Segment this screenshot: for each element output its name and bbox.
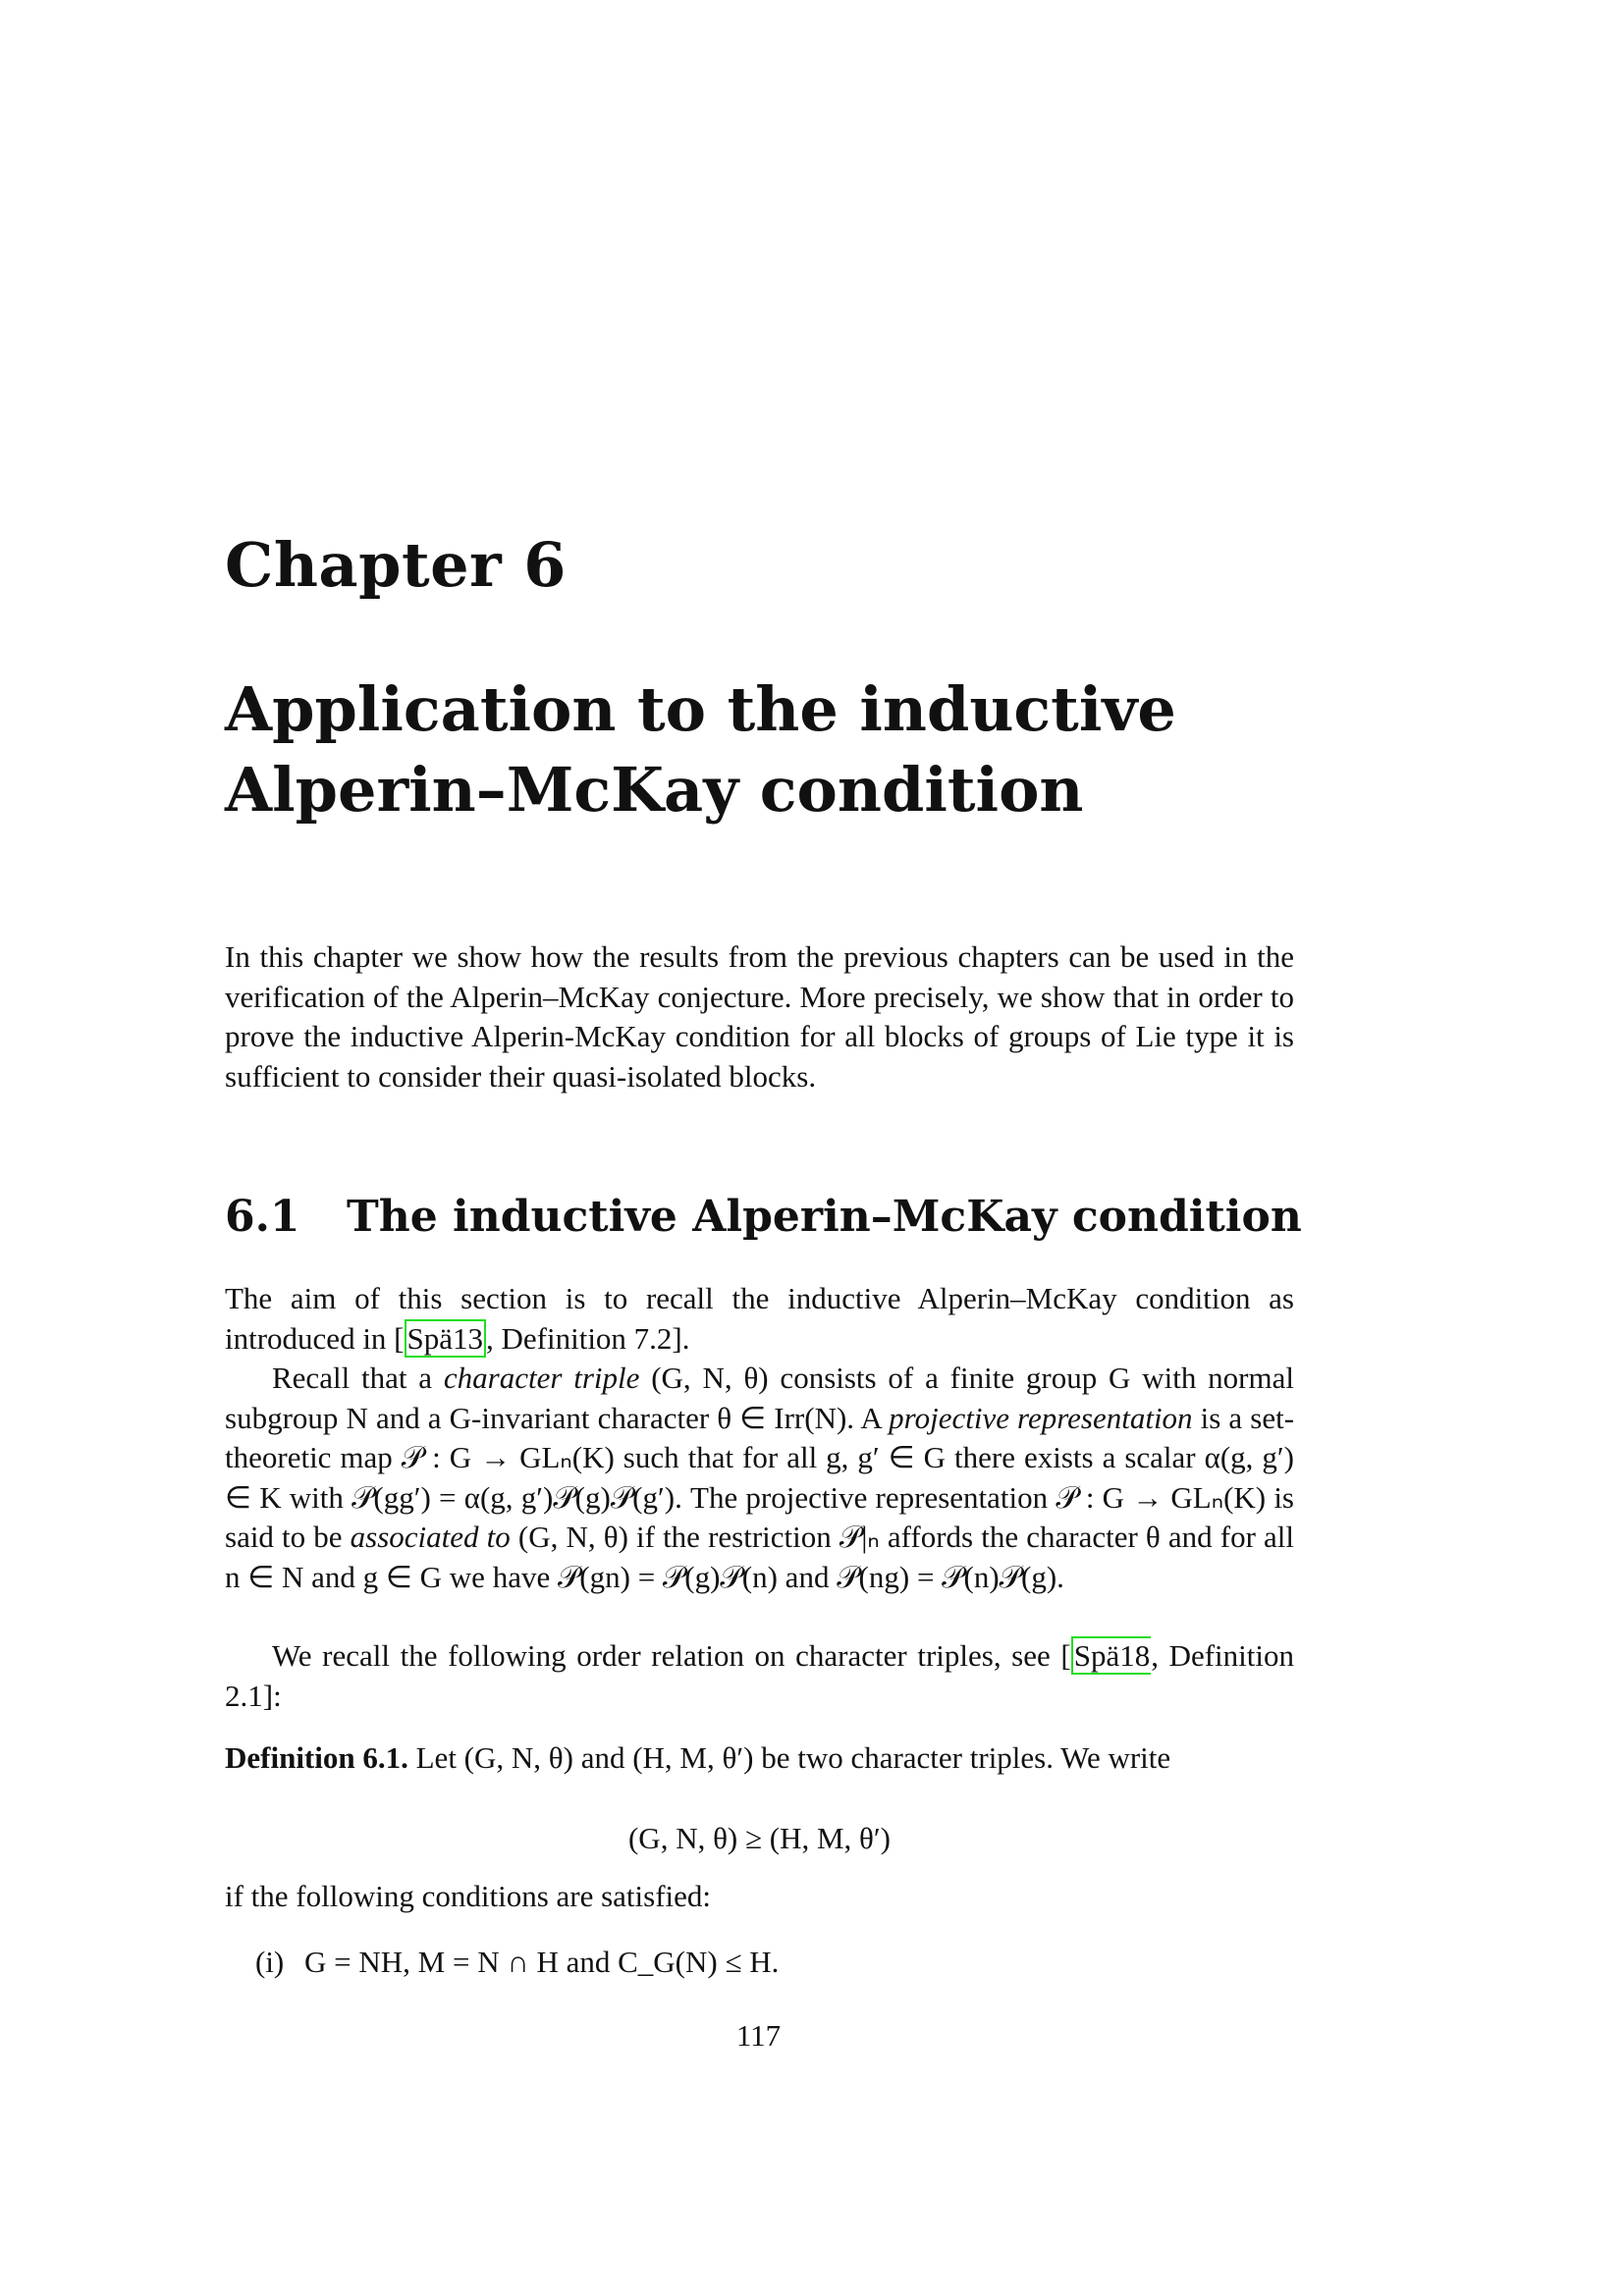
chapter-label: Chapter 6 — [225, 529, 567, 601]
para2-t3: is a set-theoretic map 𝒫 : G → GLₙ(K) such that for all g, g′ ∈ G there exists a scalar α(g, g′) ∈ K with 𝒫(gg′) = α(g, g′)𝒫(g)𝒫(g′). The projective representation 𝒫 : G → GLₙ(K) is said to be — [225, 1400, 1295, 1554]
condition-text: G = NH, M = N ∩ H and C_G(N) ≤ H. — [304, 1945, 780, 1979]
condition-item — [255, 1943, 1294, 1982]
display-equation: (G, N, θ) ≥ (H, M, θ′) — [627, 1821, 891, 1855]
definition-conditions-intro: if the following conditions are satisfied: — [225, 1879, 712, 1913]
condition-tag: (i) — [255, 1945, 285, 1979]
para3-text-a: We recall the following order relation on character triples, see [ — [272, 1638, 1071, 1673]
chapter-title-line-2: Alperin–McKay condition — [225, 754, 1084, 826]
para1-text-b: , Definition 7.2]. — [486, 1320, 690, 1356]
para3-text-b: , Definition 2.1]: — [225, 1638, 1294, 1713]
para2-t4: (G, N, θ) if the restriction 𝒫|ₙ affords the character θ and for all n ∈ N and g ∈ G we have 𝒫(gn) = 𝒫(g)𝒫(n) and 𝒫(ng) = 𝒫(n)𝒫(g). — [225, 1520, 1294, 1594]
term-character-triple: character triple — [443, 1361, 640, 1395]
definition-text: Let (G, N, θ) and (H, M, θ′) be two character triples. We write — [407, 1740, 1171, 1775]
definition-label: Definition 6.1. — [225, 1740, 408, 1775]
section-paragraph-3 — [225, 1636, 1294, 1716]
chapter-title — [225, 669, 1403, 830]
section-paragraph-2 — [225, 1359, 1294, 1597]
term-projective-representation: projective representation — [889, 1400, 1193, 1435]
para2-t1: Recall that a — [272, 1361, 444, 1395]
para1-text-a: The aim of this section is to recall the inductive Alperin–McKay condition as introduced in [ — [225, 1281, 1294, 1356]
section-paragraph-1 — [225, 1279, 1294, 1359]
section-number: 6.1 — [225, 1192, 300, 1242]
definition-paragraph — [225, 1738, 1294, 1779]
section-title: The inductive Alperin–McKay condition — [347, 1192, 1302, 1242]
para2-t2: (G, N, θ) consists of a finite group G with normal subgroup N and a G-invariant character θ ∈ Irr(N). A — [225, 1361, 1294, 1435]
chapter-title-line-1: Application to the inductive — [225, 673, 1176, 745]
page-number: 117 — [735, 2018, 782, 2053]
intro-paragraph: In this chapter we show how the results from the previous chapters can be used in the verification of the Alperin–McKay conjecture. More precisely, we show that in order to prove the inductive Alperin-McKay condition for all blocks of groups of Lie type it is sufficient to consider their quasi-isolated blocks. — [225, 939, 1294, 1094]
term-associated-to: associated to — [350, 1520, 511, 1554]
section-heading — [225, 1194, 1302, 1241]
citation-link[interactable]: Spä13 — [405, 1319, 487, 1358]
citation-link[interactable]: Spä18 — [1071, 1636, 1152, 1675]
